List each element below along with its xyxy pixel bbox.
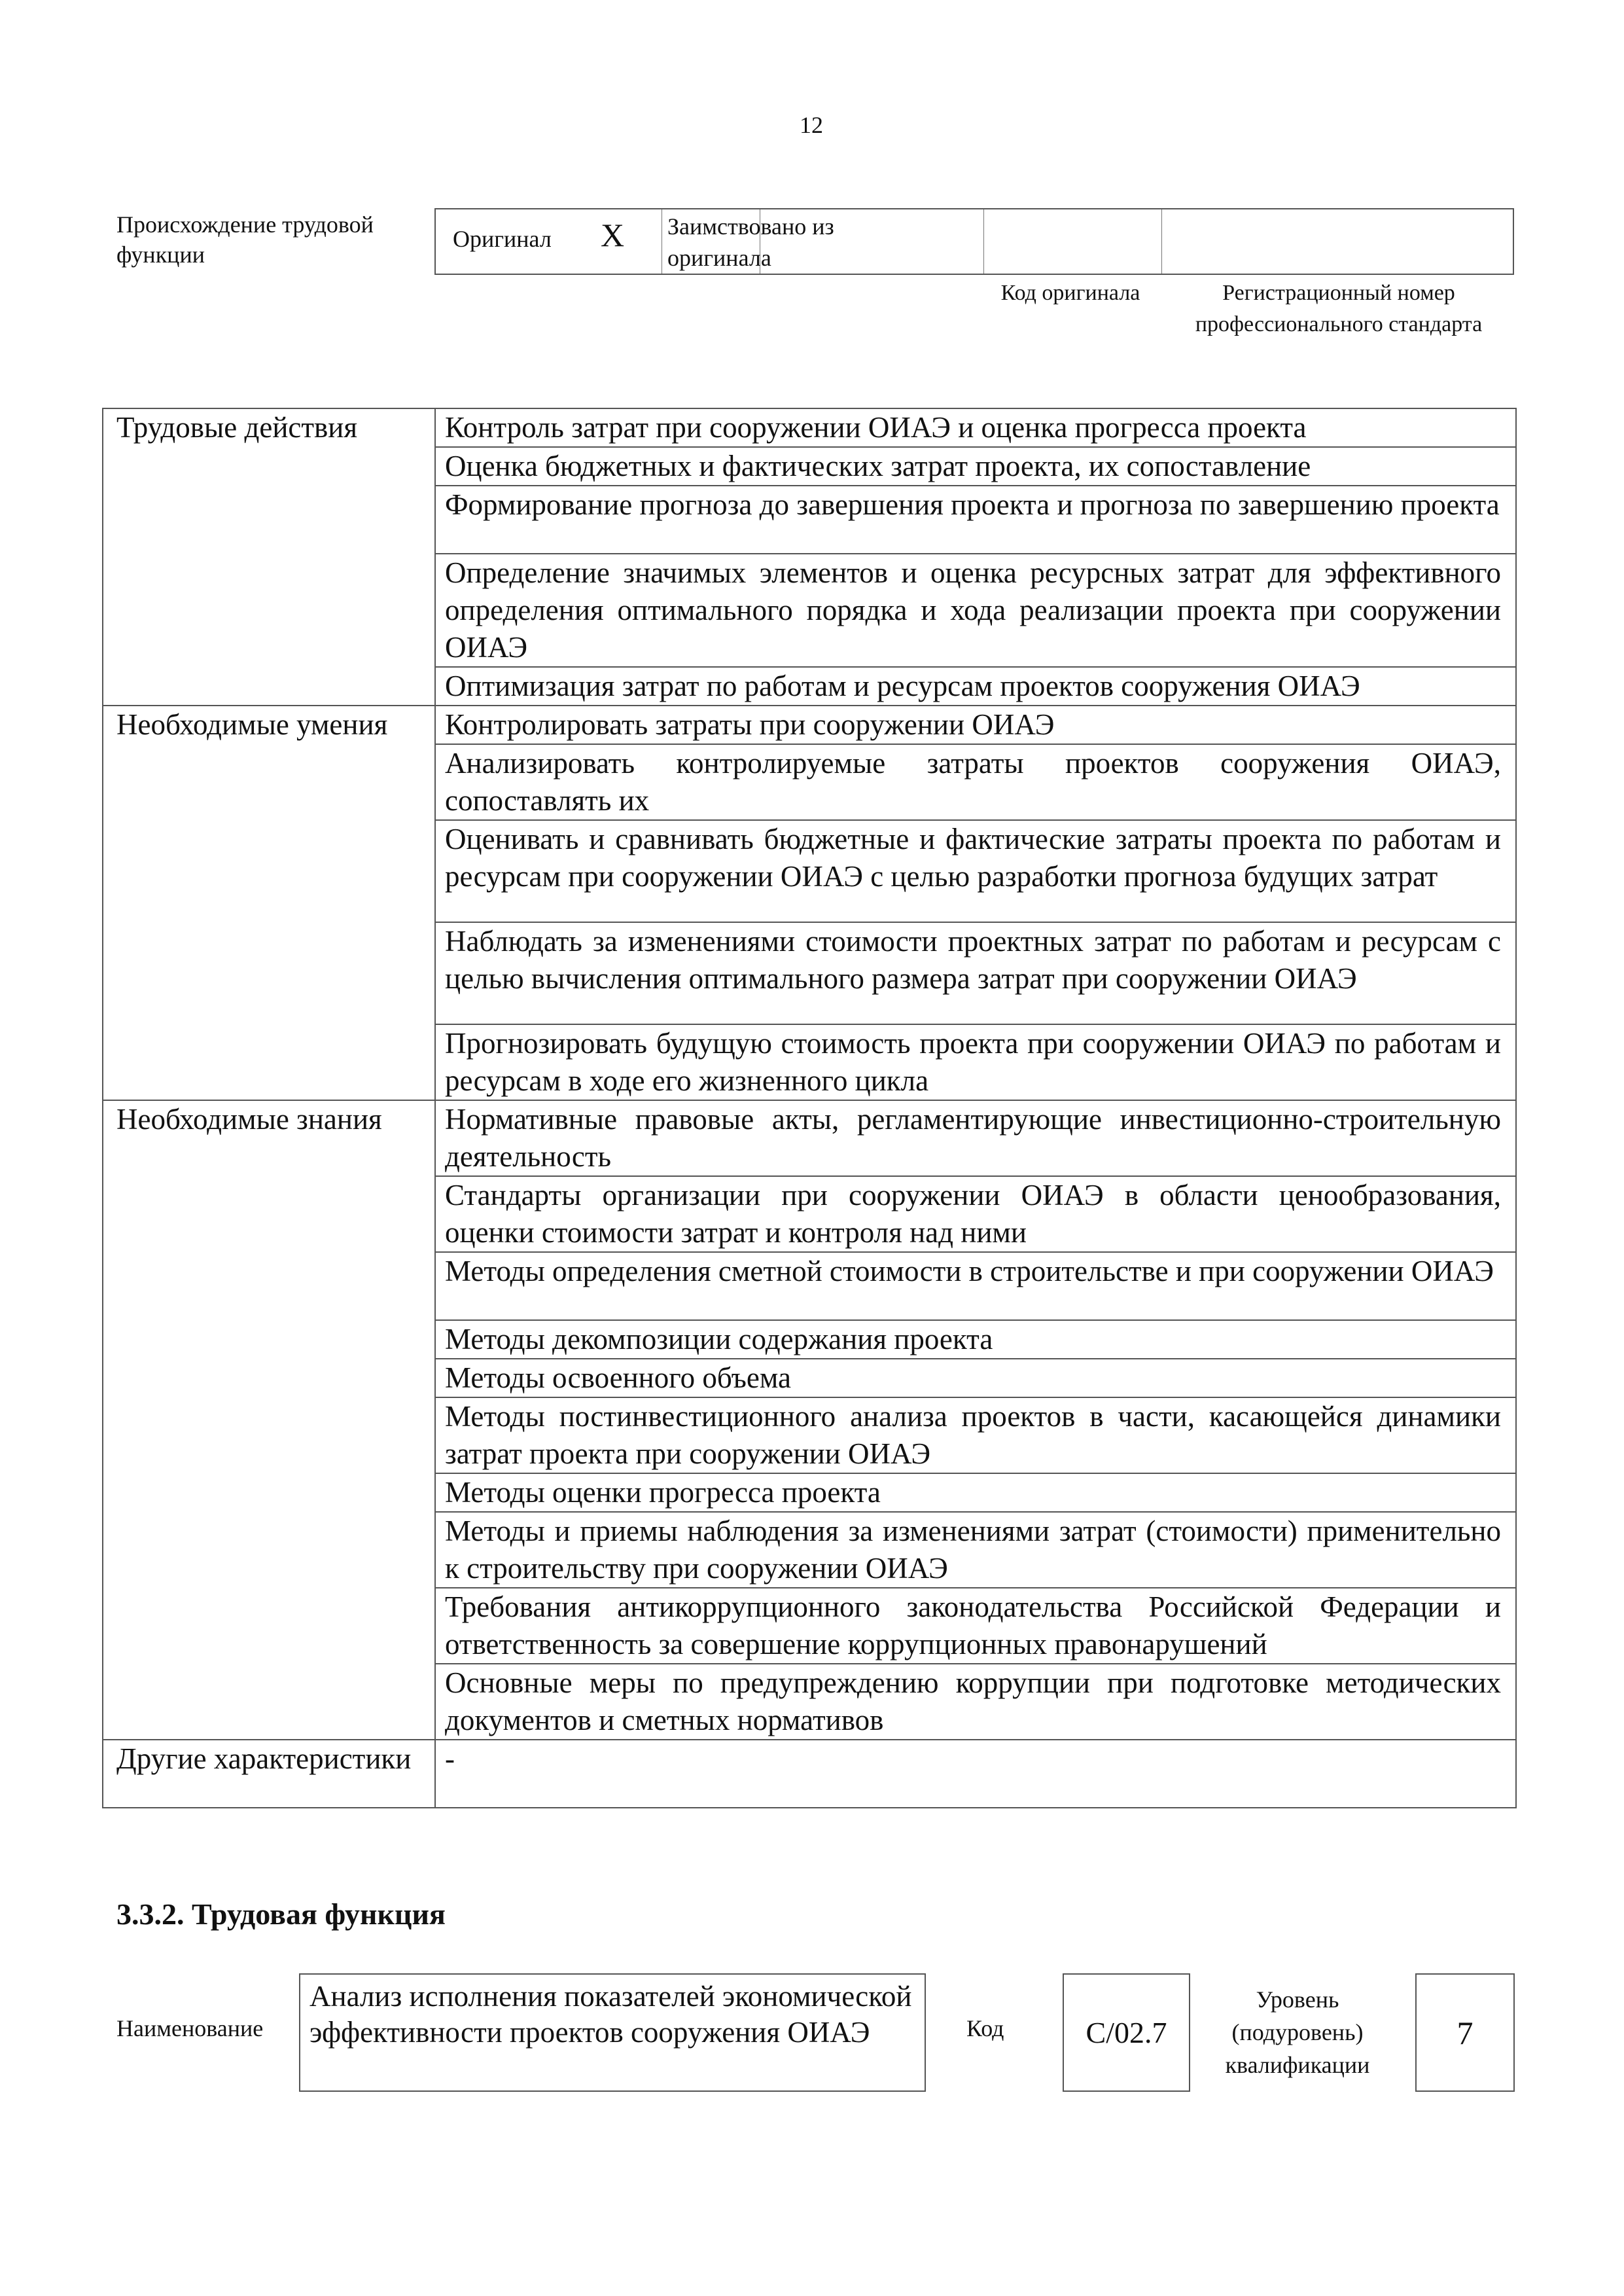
section-heading: Необходимые знания: [103, 1100, 435, 1740]
origin-label: Происхождение трудовой функции: [116, 211, 374, 268]
section-row-text: Требования антикоррупционного законодательства Российской Федерации и ответственность за совершение коррупционных правонарушений: [435, 1588, 1516, 1664]
section-row-text: Оценивать и сравнивать бюджетные и фактические затраты проекта по работам и ресурсам при сооружении ОИАЭ с целью разработки прогноза будущих затрат: [435, 820, 1516, 922]
section-heading: Трудовые действия: [103, 408, 435, 706]
code-value: C/02.7: [1063, 1973, 1190, 2092]
origin-cell-original: [436, 209, 662, 274]
page-number: 12: [800, 112, 823, 138]
original-label: Оригинал: [453, 226, 552, 252]
section-row-text: Определение значимых элементов и оценка ресурсных затрат для эффективного определения оптимального порядка и хода реализации проекта при сооружении ОИАЭ: [435, 554, 1516, 667]
section-row-text: Анализировать контролируемые затраты проектов сооружения ОИАЭ, сопоставлять их: [435, 744, 1516, 820]
section-heading: Необходимые умения: [103, 706, 435, 1100]
section-row-text: Основные меры по предупреждению коррупции при подготовке методических документов и сметных нормативов: [435, 1664, 1516, 1740]
section-row-text: Формирование прогноза до завершения проекта и прогноза по завершению проекта: [435, 486, 1516, 554]
section-row-text: Методы декомпозиции содержания проекта: [435, 1320, 1516, 1359]
origin-cell-regnum: [1162, 209, 1515, 274]
table-row: [103, 1740, 1516, 1808]
section-row-text: Оценка бюджетных и фактических затрат проекта, их сопоставление: [435, 447, 1516, 486]
code-label: Код: [966, 2015, 1004, 2041]
level-value: 7: [1415, 1973, 1515, 2092]
section-row-text: Методы и приемы наблюдения за изменениями затрат (стоимости) применительно к строительству при сооружении ОИАЭ: [435, 1512, 1516, 1588]
section-heading: Другие характеристики: [103, 1740, 435, 1808]
section-row-text: Методы определения сметной стоимости в строительстве и при сооружении ОИАЭ: [435, 1252, 1516, 1320]
level-label: Уровень (подуровень) квалификации: [1225, 1986, 1370, 2078]
section-row-text: Нормативные правовые акты, регламентирующие инвестиционно-строительную деятельность: [435, 1100, 1516, 1176]
section-row-text: -: [435, 1740, 1516, 1808]
code-of-original-label: Код оригинала: [1000, 281, 1140, 305]
borrowed-label: Заимствовано из оригинала: [667, 213, 834, 271]
registration-number-label: Регистрационный номер профессионального стандарта: [1195, 281, 1483, 336]
name-label: Наименование: [116, 2015, 264, 2041]
section-row-text: Стандарты организации при сооружении ОИАЭ в области ценообразования, оценки стоимости затрат и контроля над ними: [435, 1176, 1516, 1252]
section-title: 3.3.2. Трудовая функция: [116, 1897, 446, 1931]
table-row: [103, 706, 1516, 744]
name-value: Анализ исполнения показателей экономической эффективности проектов сооружения ОИАЭ: [299, 1973, 926, 2092]
section-row-text: Методы постинвестиционного анализа проектов в части, касающейся динамики затрат проекта при сооружении ОИАЭ: [435, 1397, 1516, 1473]
table-row: [103, 1100, 1516, 1176]
function-details-table: [102, 408, 1517, 1808]
section-row-text: Оптимизация затрат по работам и ресурсам проектов сооружения ОИАЭ: [435, 667, 1516, 706]
section-row-text: Прогнозировать будущую стоимость проекта при сооружении ОИАЭ по работам и ресурсам в ходе его жизненного цикла: [435, 1024, 1516, 1100]
origin-cell-code: [984, 209, 1162, 274]
section-row-text: Контролировать затраты при сооружении ОИАЭ: [435, 706, 1516, 744]
section-row-text: Контроль затрат при сооружении ОИАЭ и оценка прогресса проекта: [435, 408, 1516, 447]
original-mark: X: [601, 217, 625, 253]
section-row-text: Методы освоенного объема: [435, 1359, 1516, 1397]
table-row: [103, 408, 1516, 447]
section-row-text: Методы оценки прогресса проекта: [435, 1473, 1516, 1512]
section-row-text: Наблюдать за изменениями стоимости проектных затрат по работам и ресурсам с целью вычисления оптимального размера затрат при сооружении ОИАЭ: [435, 922, 1516, 1024]
origin-table: [434, 208, 1514, 275]
